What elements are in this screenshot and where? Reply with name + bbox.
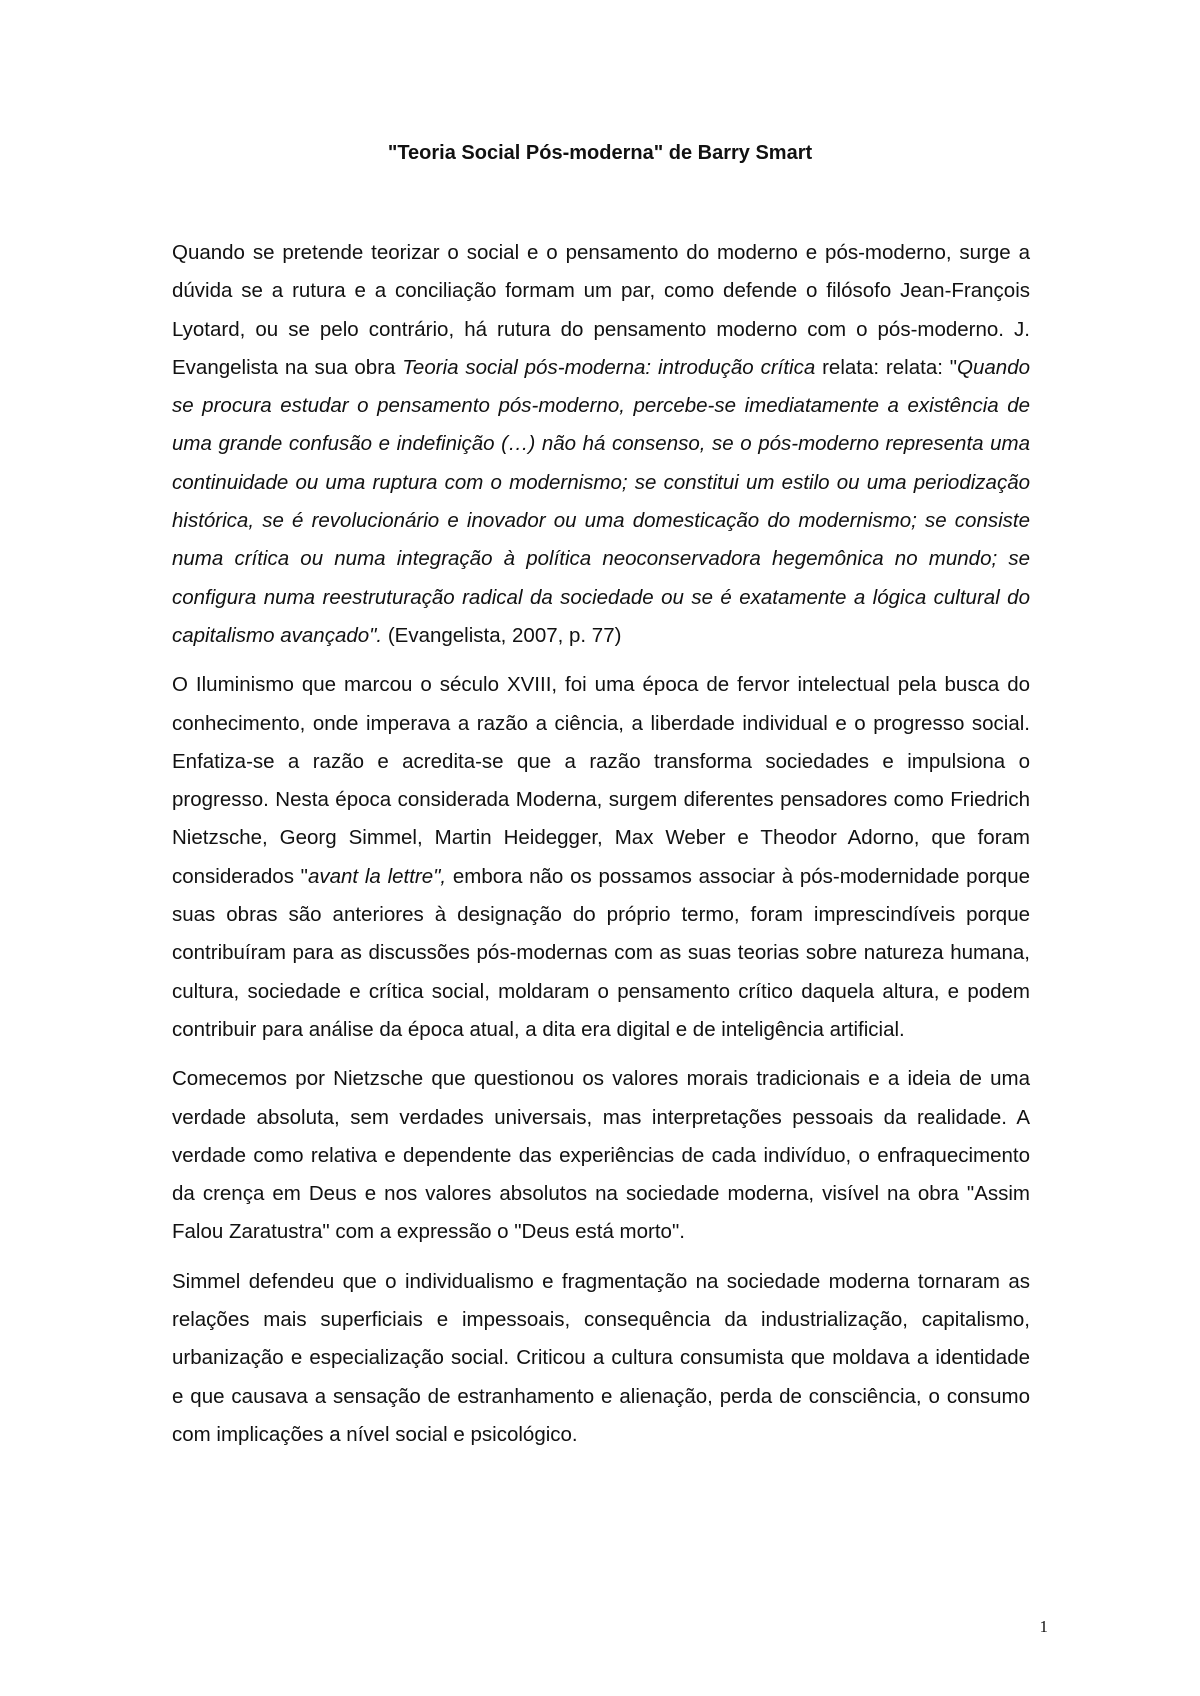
paragraph-2 (172, 666, 1030, 1049)
page-number: 1 (1039, 1617, 1048, 1636)
avant-la-lettre-emphasis: avant la lettre", (307, 864, 447, 888)
paragraph-3: Comecemos por Nietzsche que questionou os valores morais tradicionais e a ideia de uma verdade absoluta, sem verdades universais, mas interpretações pessoais da realidade. A verdade como relativa e dependente das experiências de cada indivíduo, o enfraquecimento da crença em Deus e nos valores absolutos na sociedade moderna, visível na obra "Assim Falou Zaratustra" com a expressão o "Deus está morto". (172, 1067, 1030, 1244)
citation-reference: (Evangelista, 2007, p. 77) (382, 623, 622, 647)
paragraph-1-text-a: Quando se pretende teorizar o social e o pensamento do moderno e pós-moderno, surge a dúvida se a rutura e a conciliação formam um par, como defende o filósofo Jean-François Lyotard, ou se pelo contrário, há rutura do pensamento moderno com o pós-moderno. J. Evangelista na sua obra (172, 241, 1030, 379)
paragraph-1-text-c: relata: relata: " (815, 355, 958, 379)
paragraph-4: Simmel defendeu que o individualismo e fragmentação na sociedade moderna tornaram as relações mais superficiais e impessoais, consequência da industrialização, capitalismo, urbanização e especialização social. Criticou a cultura consumista que moldava a identidade e que causava a sensação de estranhamento e alienação, perda de consciência, o consumo com implicações a nível social e psicológico. (172, 1269, 1030, 1446)
paragraph-2-text-a: O Iluminismo que marcou o século XVIII, foi uma época de fervor intelectual pela busca do conhecimento, onde imperava a razão a ciência, a liberdade individual e o progresso social. Enfatiza-se a razão e acredita-se que a razão transforma sociedades e impulsiona o progresso. Nesta época considerada Moderna, surgem diferentes pensadores como Friedrich Nietzsche, Georg Simmel, Martin Heidegger, Max Weber e Theodor Adorno, que foram considerados " (172, 673, 1030, 888)
document-body (172, 234, 1030, 1465)
document-title: "Teoria Social Pós-moderna" de Barry Smart (387, 142, 813, 164)
paragraph-2-text-c: embora não os possamos associar à pós-modernidade porque suas obras são anteriores à designação do próprio termo, foram imprescindíveis porque contribuíram para as discussões pós-modernas com as suas teorias sobre natureza humana, cultura, sociedade e crítica social, moldaram o pensamento crítico daquela altura, e podem contribuir para análise da época atual, a dita era digital e de inteligência artificial. (172, 864, 1030, 1041)
quotation-emphasis: Quando se procura estudar o pensamento pós-moderno, percebe-se imediatamente a existência de uma grande confusão e indefinição (…) não há consenso, se o pós-moderno representa uma continuidade ou uma ruptura com o modernismo; se constitui um estilo ou uma periodização histórica, se é revolucionário e inovador ou uma domesticação do modernismo; se consiste numa crítica ou numa integração à política neoconservadora hegemônica no mundo; se configura numa reestruturação radical da sociedade ou se é exatamente a lógica cultural do capitalismo avançado". (172, 355, 1030, 647)
book-title-emphasis: Teoria social pós-moderna: introdução crítica (402, 355, 816, 379)
paragraph-1 (172, 234, 1030, 655)
